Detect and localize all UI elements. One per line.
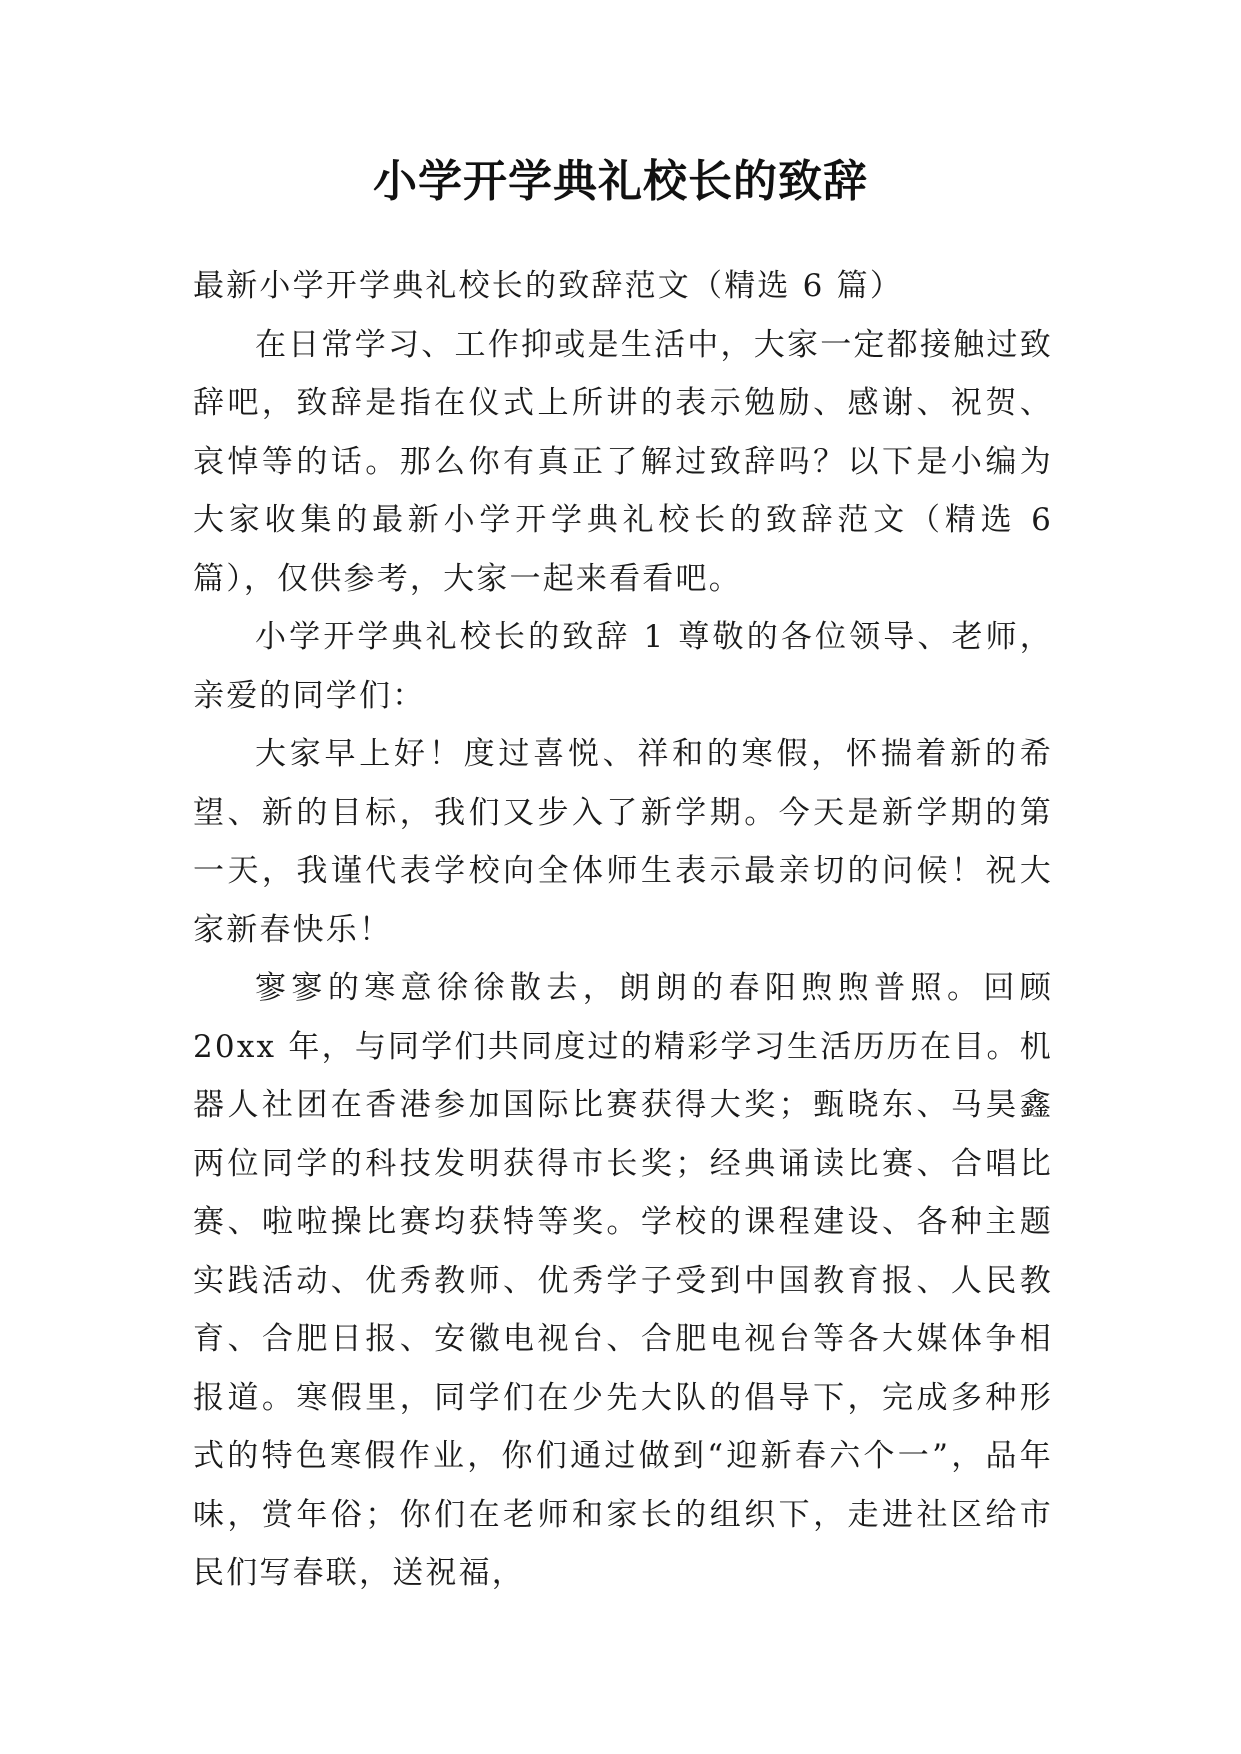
paragraph-intro: 在日常学习、工作抑或是生活中，大家一定都接触过致辞吧，致辞是指在仪式上所讲的表示勉励、感谢、祝贺、哀悼等的话。那么你有真正了解过致辞吗？以下是小编为大家收集的最新小学开学典礼校长的致辞范文（精选 6 篇），仅供参考，大家一起来看看吧。 (193, 326, 1053, 597)
paragraph-greeting: 大家早上好！度过喜悦、祥和的寒假，怀揣着新的希望、新的目标，我们又步入了新学期。今天是新学期的第一天，我谨代表学校向全体师生表示最亲切的问候！祝大家新春快乐！ (193, 736, 1053, 948)
document-subtitle: 最新小学开学典礼校长的致辞范文（精选 6 篇） (193, 268, 904, 304)
document-body (193, 257, 1053, 1603)
paragraph-review: 寥寥的寒意徐徐散去，朗朗的春阳煦煦普照。回顾 20xx 年，与同学们共同度过的精彩学习生活历历在目。机器人社团在香港参加国际比赛获得大奖；甄晓东、马昊鑫两位同学的科技发明获得市长奖；经典诵读比赛、合唱比赛、啦啦操比赛均获特等奖。学校的课程建设、各种主题实践活动、优秀教师、优秀学子受到中国教育报、人民教育、合肥日报、安徽电视台、合肥电视台等各大媒体争相报道。寒假里，同学们在少先大队的倡导下，完成多种形式的特色寒假作业，你们通过做到“迎新春六个一”，品年味，赏年俗；你们在老师和家长的组织下，走进社区给市民们写春联，送祝福， (193, 970, 1053, 1591)
document-title: 小学开学典礼校长的致辞 (373, 156, 868, 207)
paragraph-speech-heading: 小学开学典礼校长的致辞 1 尊敬的各位领导、老师，亲爱的同学们： (193, 619, 1053, 714)
